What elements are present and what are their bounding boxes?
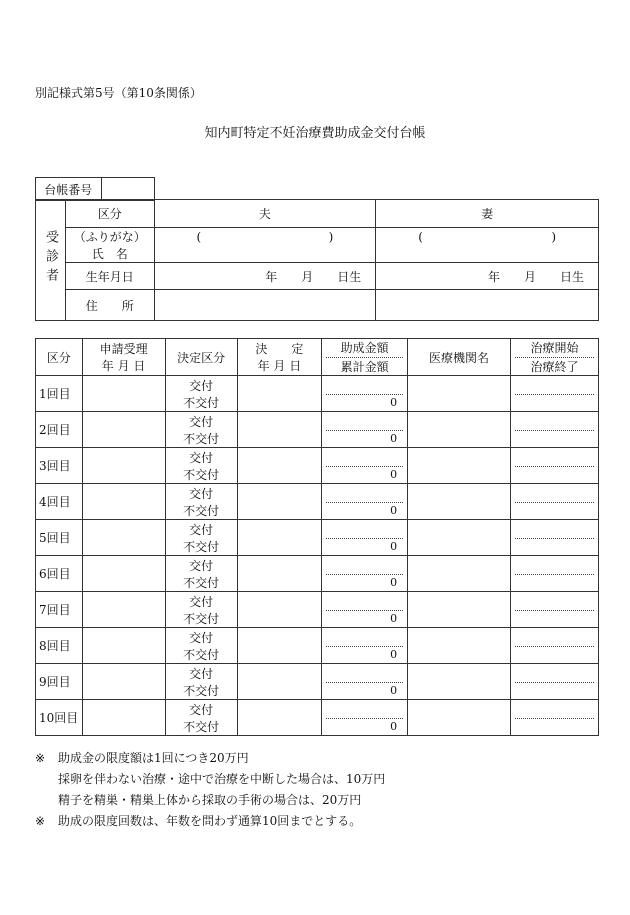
treatment-divider: [515, 466, 594, 467]
wife-address-field[interactable]: [376, 290, 599, 321]
address-label: 住 所: [65, 290, 154, 321]
row-label: 6回目: [36, 556, 83, 592]
treatment-divider: [515, 610, 594, 611]
cumulative-amount: 0: [390, 432, 398, 445]
decision-type-field[interactable]: 交付 不交付: [165, 484, 237, 520]
decision-date-field[interactable]: [237, 376, 321, 412]
cumulative-amount: 0: [390, 576, 398, 589]
cumulative-amount: 0: [390, 648, 398, 661]
husband-name-field[interactable]: ( ): [154, 228, 376, 263]
decision-date-field[interactable]: [237, 700, 321, 736]
col-amount: 助成金額 累計金額: [322, 339, 408, 376]
ledger-number-field[interactable]: [101, 178, 155, 201]
application-date-field[interactable]: [82, 376, 165, 412]
institution-field[interactable]: [408, 556, 511, 592]
amount-field[interactable]: [322, 628, 408, 664]
history-row: [36, 376, 599, 412]
recipient-table: [35, 199, 599, 321]
institution-field[interactable]: [408, 592, 511, 628]
treatment-period-field[interactable]: [510, 448, 598, 484]
history-row: [36, 448, 599, 484]
history-row: [36, 700, 599, 736]
treatment-period-field[interactable]: [510, 664, 598, 700]
decision-date-field[interactable]: [237, 592, 321, 628]
decision-type-field[interactable]: 交付 不交付: [165, 664, 237, 700]
row-label: 7回目: [36, 592, 83, 628]
amount-divider: [326, 682, 403, 683]
treatment-divider: [515, 394, 594, 395]
cumulative-amount: 0: [390, 612, 398, 625]
institution-field[interactable]: [408, 376, 511, 412]
history-row: [36, 556, 599, 592]
treatment-divider: [515, 502, 594, 503]
grant-history-table: [35, 338, 599, 736]
amount-divider: [326, 574, 403, 575]
amount-field[interactable]: [322, 412, 408, 448]
amount-field[interactable]: [322, 556, 408, 592]
row-label: 3回目: [36, 448, 83, 484]
application-date-field[interactable]: [82, 448, 165, 484]
husband-header: 夫: [154, 200, 376, 228]
decision-type-field[interactable]: 交付 不交付: [165, 520, 237, 556]
col-institution: 医療機関名: [408, 339, 511, 376]
birth-label: 生年月日: [65, 263, 154, 290]
amount-divider: [326, 430, 403, 431]
application-date-field[interactable]: [82, 628, 165, 664]
treatment-divider: [515, 538, 594, 539]
col-decision-date: 決 定 年 月 日: [237, 339, 321, 376]
name-label: （ふりがな） 氏 名: [65, 228, 154, 263]
amount-field[interactable]: [322, 484, 408, 520]
form-number-label: 別記様式第5号（第10条関係）: [35, 86, 202, 100]
wife-header: 妻: [376, 200, 599, 228]
treatment-period-field[interactable]: [510, 412, 598, 448]
decision-type-field[interactable]: 交付 不交付: [165, 628, 237, 664]
decision-type-field[interactable]: 交付 不交付: [165, 448, 237, 484]
amount-divider: [326, 610, 403, 611]
institution-field[interactable]: [408, 628, 511, 664]
treatment-period-field[interactable]: [510, 376, 598, 412]
ledger-number-label: 台帳番号: [36, 178, 102, 201]
amount-field[interactable]: [322, 700, 408, 736]
decision-type-field[interactable]: 交付 不交付: [165, 412, 237, 448]
decision-date-field[interactable]: [237, 412, 321, 448]
history-row: [36, 484, 599, 520]
decision-date-field[interactable]: [237, 664, 321, 700]
page-title: 知内町特定不妊治療費助成金交付台帳: [204, 126, 426, 141]
cumulative-amount: 0: [390, 396, 398, 409]
application-date-field[interactable]: [82, 484, 165, 520]
wife-birth-field[interactable]: 年 月 日生: [376, 263, 599, 290]
treatment-divider: [515, 574, 594, 575]
treatment-period-field[interactable]: [510, 700, 598, 736]
cumulative-amount: 0: [390, 504, 398, 517]
application-date-field[interactable]: [82, 664, 165, 700]
note-2: ※ 助成の限度回数は、年数を問わず通算10回までとする。: [35, 814, 362, 828]
husband-address-field[interactable]: [154, 290, 376, 321]
amount-divider: [326, 502, 403, 503]
amount-divider: [326, 466, 403, 467]
history-row: [36, 628, 599, 664]
amount-field[interactable]: [322, 664, 408, 700]
application-date-field[interactable]: [82, 700, 165, 736]
treatment-divider: [515, 718, 594, 719]
treatment-period-field[interactable]: [510, 592, 598, 628]
treatment-divider: [515, 682, 594, 683]
amount-field[interactable]: [322, 592, 408, 628]
decision-date-field[interactable]: [237, 520, 321, 556]
treatment-period-field[interactable]: [510, 556, 598, 592]
history-row: [36, 520, 599, 556]
amount-divider: [326, 718, 403, 719]
history-header-row: [36, 339, 599, 376]
row-label: 10回目: [36, 700, 83, 736]
institution-field[interactable]: [408, 484, 511, 520]
cumulative-amount: 0: [390, 684, 398, 697]
application-date-field[interactable]: [82, 592, 165, 628]
row-label: 5回目: [36, 520, 83, 556]
husband-birth-field[interactable]: 年 月 日生: [154, 263, 376, 290]
decision-date-field[interactable]: [237, 448, 321, 484]
history-row: [36, 412, 599, 448]
history-row: [36, 664, 599, 700]
treatment-period-field[interactable]: [510, 520, 598, 556]
col-decision-type: 決定区分: [165, 339, 237, 376]
institution-field[interactable]: [408, 700, 511, 736]
application-date-field[interactable]: [82, 520, 165, 556]
treatment-period-field[interactable]: [510, 628, 598, 664]
decision-date-field[interactable]: [237, 556, 321, 592]
cumulative-amount: 0: [390, 720, 398, 733]
ledger-number-table: [35, 177, 155, 201]
recipient-side-label: 受診者: [36, 200, 66, 321]
decision-date-field[interactable]: [237, 484, 321, 520]
note-1-detail-1: 採卵を伴わない治療・途中で治療を中断した場合は、10万円: [58, 772, 386, 786]
application-date-field[interactable]: [82, 556, 165, 592]
row-label: 2回目: [36, 412, 83, 448]
decision-type-field[interactable]: 交付 不交付: [165, 700, 237, 736]
treatment-divider: [515, 646, 594, 647]
history-row: [36, 592, 599, 628]
amount-divider: [326, 646, 403, 647]
note-1-detail-2: 精子を精巣・精巣上体から採取の手術の場合は、20万円: [58, 793, 362, 807]
cumulative-amount: 0: [390, 540, 398, 553]
col-application-date: 申請受理 年 月 日: [82, 339, 165, 376]
kubun-header: 区分: [65, 200, 154, 228]
decision-type-field[interactable]: 交付 不交付: [165, 376, 237, 412]
decision-type-field[interactable]: 交付 不交付: [165, 592, 237, 628]
col-kubun: 区分: [36, 339, 83, 376]
amount-field[interactable]: [322, 520, 408, 556]
decision-date-field[interactable]: [237, 628, 321, 664]
note-1: ※ 助成金の限度額は1回につき20万円: [35, 751, 249, 765]
institution-field[interactable]: [408, 520, 511, 556]
treatment-divider: [515, 430, 594, 431]
amount-field[interactable]: [322, 448, 408, 484]
amount-divider: [326, 394, 403, 395]
col-treatment-period: 治療開始 治療終了: [510, 339, 598, 376]
treatment-period-field[interactable]: [510, 484, 598, 520]
notes-section: [35, 748, 385, 832]
row-label: 4回目: [36, 484, 83, 520]
application-date-field[interactable]: [82, 412, 165, 448]
wife-name-field[interactable]: ( ): [376, 228, 599, 263]
amount-field[interactable]: [322, 376, 408, 412]
cumulative-amount: 0: [390, 468, 398, 481]
amount-divider: [326, 538, 403, 539]
row-label: 8回目: [36, 628, 83, 664]
institution-field[interactable]: [408, 448, 511, 484]
row-label: 9回目: [36, 664, 83, 700]
row-label: 1回目: [36, 376, 83, 412]
decision-type-field[interactable]: 交付 不交付: [165, 556, 237, 592]
institution-field[interactable]: [408, 664, 511, 700]
institution-field[interactable]: [408, 412, 511, 448]
